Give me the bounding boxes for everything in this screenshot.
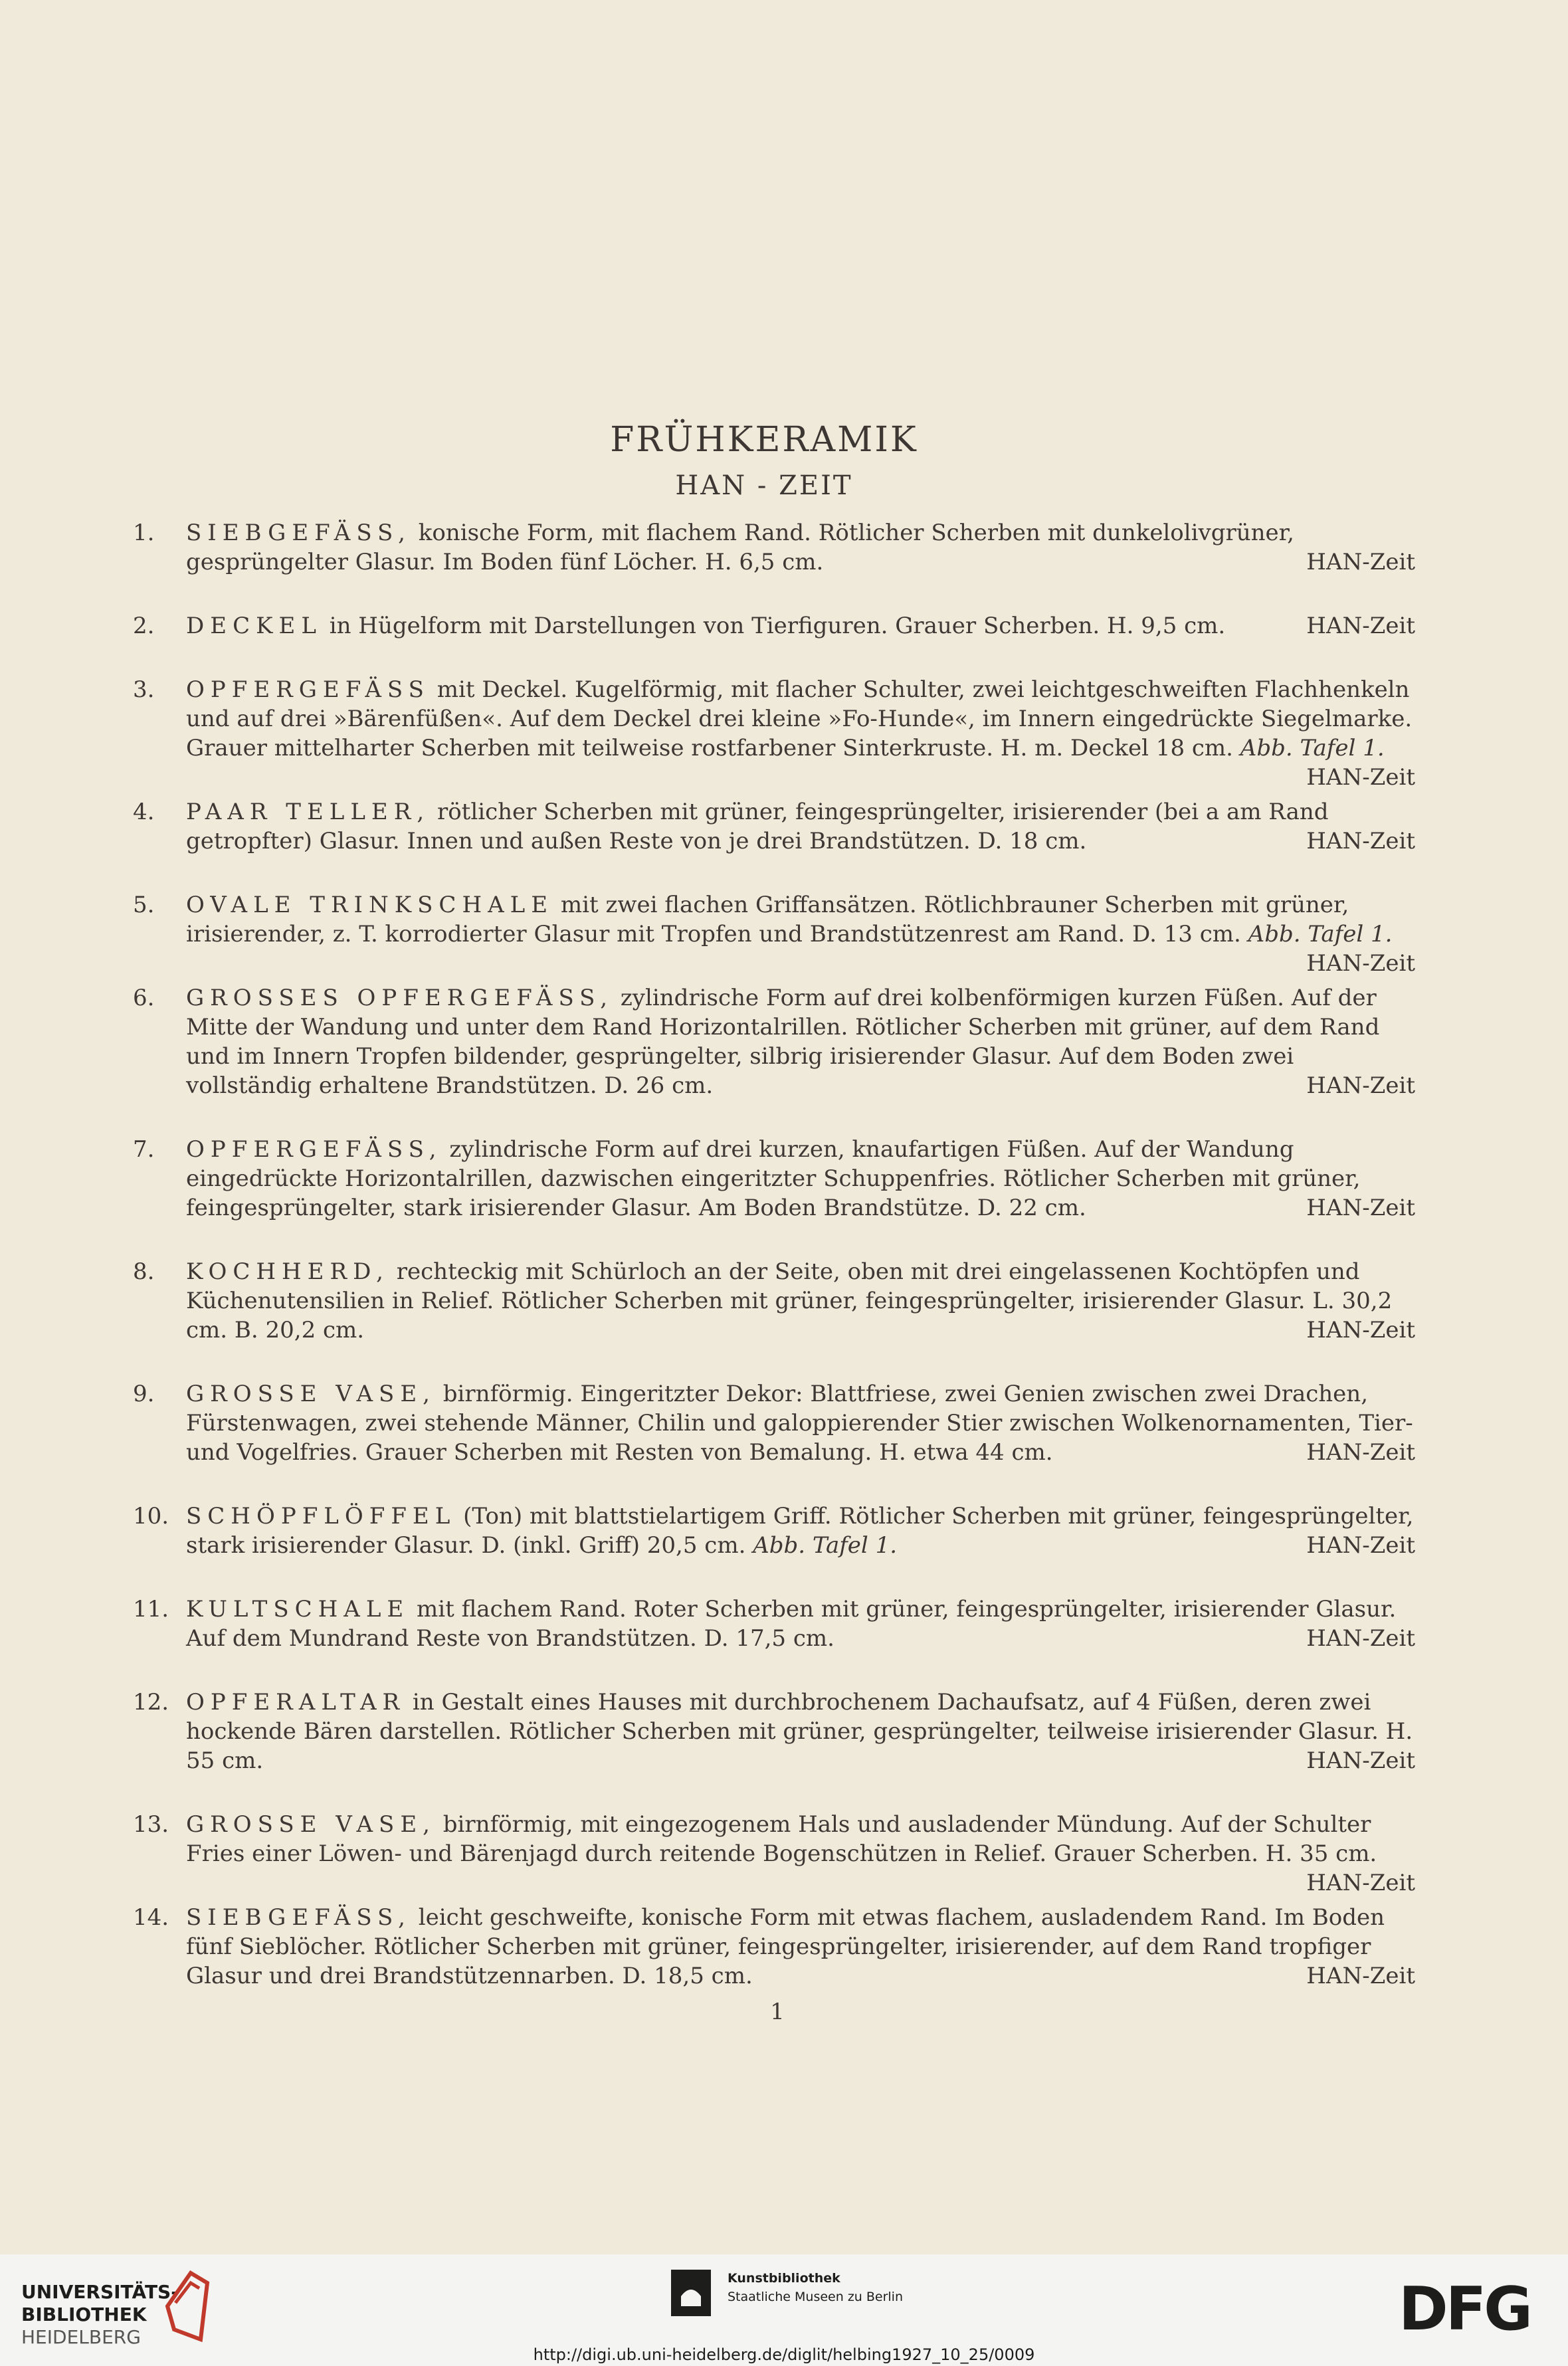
ub-heidelberg-logo-icon: [161, 2266, 214, 2346]
entry-number: 5.: [133, 892, 155, 918]
entry-number: 10.: [133, 1503, 169, 1529]
dfg-logo: DFG: [1399, 2274, 1531, 2344]
entry-description: konische Form, mit flachem Rand. Rötlicher Scherben mit dunkelolivgrüner, gesprüngelter Glasur. Im Boden fünf Löcher. H. 6,5 cm.: [186, 520, 1294, 575]
catalog-entry: [133, 1502, 1415, 1560]
entry-period: HAN-Zeit: [1306, 764, 1415, 791]
entry-description: mit Deckel. Kugelförmig, mit flacher Schulter, zwei leichtgeschweiften Flachhenkeln und auf drei »Bärenfüßen«. Auf dem Deckel drei kleine »Fo-Hunde«, im Innern eingedrückte Siegelmarke. Grauer mittelharter Scherben mit teilweise rostfarbener Sinterkruste. H. m. Deckel 18 cm.: [186, 676, 1413, 761]
catalog-entry: [133, 611, 1415, 641]
catalog-entries: [133, 518, 1415, 2025]
entry-heading: SIEBGEFÄSS,: [186, 520, 411, 546]
entry-description: in Gestalt eines Hauses mit durchbrochenem Dachaufsatz, auf 4 Füßen, deren zwei hockende Bären darstellen. Rötlicher Scherben mit grüner, gesprüngelter, teilweise irisierender Glasur. H. 55 cm.: [186, 1689, 1413, 1774]
page-subtitle: HAN - ZEIT: [675, 470, 853, 501]
entry-description: rechteckig mit Schürloch an der Seite, oben mit drei eingelassenen Kochtöpfen und Küchenutensilien in Relief. Rötlicher Scherben mit grüner, feingesprüngelter, irisierender Glasur. L. 30,2 cm. B. 20,2 cm.: [186, 1258, 1393, 1343]
catalog-entry: [133, 890, 1415, 977]
entry-description: birnförmig, mit eingezogenem Hals und ausladender Mündung. Auf der Schulter Fries einer Löwen- und Bärenjagd durch reitende Bogenschützen in Relief. Grauer Scherben. H. 35 cm.: [186, 1811, 1377, 1867]
entry-number: 3.: [133, 676, 155, 703]
entry-number: 12.: [133, 1689, 169, 1716]
document-url[interactable]: http://digi.ub.uni-heidelberg.de/diglit/helbing1927_10_25/0009: [533, 2345, 1035, 2364]
entry-period: HAN-Zeit: [1306, 1625, 1415, 1652]
entry-number: 2.: [133, 613, 155, 639]
entry-heading: OPFERGEFÄSS,: [186, 1136, 442, 1163]
entry-description: birnförmig. Eingeritzter Dekor: Blattfriese, zwei Genien zwischen zwei Drachen, Fürstenwagen, zwei stehende Männer, Chilin und galoppierender Stier zwischen Wolkenornamenten, Tier- und Vogelfries. Grauer Scherben mit Resten von Bemalung. H. etwa 44 cm.: [186, 1381, 1413, 1466]
catalog-entry: [133, 1135, 1415, 1223]
entry-period: HAN-Zeit: [1306, 950, 1415, 977]
entry-heading: SIEBGEFÄSS,: [186, 1904, 411, 1931]
catalog-entry: [133, 1810, 1415, 1896]
entry-heading: GROSSE VASE,: [186, 1811, 436, 1838]
entry-period: HAN-Zeit: [1306, 613, 1415, 639]
entry-heading: KULTSCHALE: [186, 1596, 410, 1623]
entry-number: 13.: [133, 1811, 169, 1838]
kunstbibliothek-name: Kunstbibliothek Staatliche Museen zu Berlin: [728, 2271, 904, 2304]
entry-heading: OVALE TRINKSCHALE: [186, 892, 554, 918]
entry-period: HAN-Zeit: [1306, 1072, 1415, 1099]
plate-reference: Abb. Tafel 1.: [1248, 921, 1393, 947]
plate-reference: Abb. Tafel 1.: [753, 1532, 898, 1559]
entry-heading: GROSSE VASE,: [186, 1381, 436, 1407]
catalog-entry: [133, 1379, 1415, 1467]
entry-number: 8.: [133, 1258, 155, 1285]
entry-number: 7.: [133, 1136, 155, 1163]
entry-period: HAN-Zeit: [1306, 1317, 1415, 1343]
entry-period: HAN-Zeit: [1306, 1195, 1415, 1221]
catalog-entry: [133, 1903, 1415, 1991]
catalog-entry: [133, 983, 1415, 1100]
kunstbibliothek-logo-icon: [668, 2266, 714, 2319]
ub-heidelberg-name: UNIVERSITÄTS- BIBLIOTHEK HEIDELBERG: [21, 2281, 179, 2348]
catalog-entry: [133, 797, 1415, 856]
entry-heading: OPFERGEFÄSS: [186, 676, 430, 703]
catalog-entry: [133, 1688, 1415, 1775]
plate-reference: Abb. Tafel 1.: [1240, 735, 1385, 761]
entry-period: HAN-Zeit: [1306, 1439, 1415, 1466]
catalog-entry: [133, 518, 1415, 577]
entry-description: rötlicher Scherben mit grüner, feingesprüngelter, irisierender (bei a am Rand getropfter) Glasur. Innen und außen Reste von je drei Brandstützen. D. 18 cm.: [186, 799, 1329, 854]
entry-heading: SCHÖPFLÖFFEL: [186, 1503, 456, 1529]
entry-heading: OPFERALTAR: [186, 1689, 406, 1716]
catalog-entry: [133, 1257, 1415, 1345]
entry-number: 1.: [133, 520, 155, 546]
entry-period: HAN-Zeit: [1306, 1532, 1415, 1559]
entry-description: in Hügelform mit Darstellungen von Tierfiguren. Grauer Scherben. H. 9,5 cm.: [322, 613, 1226, 639]
entry-number: 14.: [133, 1904, 169, 1931]
entry-number: 6.: [133, 985, 155, 1011]
entry-period: HAN-Zeit: [1306, 828, 1415, 854]
entry-period: HAN-Zeit: [1306, 549, 1415, 575]
entry-description: leicht geschweifte, konische Form mit etwas flachem, ausladendem Rand. Im Boden fünf Sieblöcher. Rötlicher Scherben mit grüner, feingesprüngelter, irisierender, auf dem Rand tropfiger Glasur und drei Brandstützennarben. D. 18,5 cm.: [186, 1904, 1385, 1989]
entry-number: 4.: [133, 799, 155, 825]
entry-number: 9.: [133, 1381, 155, 1407]
entry-period: HAN-Zeit: [1306, 1747, 1415, 1774]
catalog-entry: [133, 675, 1415, 791]
entry-heading: DECKEL: [186, 613, 322, 639]
entry-period: HAN-Zeit: [1306, 1963, 1415, 1989]
page-title: FRÜHKERAMIK: [610, 420, 918, 460]
entry-description: mit zwei flachen Griffansätzen. Rötlichbrauner Scherben mit grüner, irisierender, z. T. korrodierter Glasur mit Tropfen und Brandstützenrest am Rand. D. 13 cm.: [186, 892, 1349, 947]
entry-description: mit flachem Rand. Roter Scherben mit grüner, feingesprüngelter, irisierender Glasur. Auf dem Mundrand Reste von Brandstützen. D. 17,5 cm.: [186, 1596, 1397, 1652]
entry-heading: KOCHHERD,: [186, 1258, 389, 1285]
entry-heading: PAAR TELLER,: [186, 799, 431, 825]
entry-heading: GROSSES OPFERGEFÄSS,: [186, 985, 614, 1011]
catalog-entry: [133, 1595, 1415, 1653]
entry-description: (Ton) mit blattstielartigem Griff. Rötlicher Scherben mit grüner, feingesprüngelter, stark irisierender Glasur. D. (inkl. Griff) 20,5 cm.: [186, 1503, 1414, 1559]
page-number: 1: [770, 1999, 785, 2025]
entry-period: HAN-Zeit: [1306, 1870, 1415, 1896]
entry-description: zylindrische Form auf drei kolbenförmigen kurzen Füßen. Auf der Mitte der Wandung und unter dem Rand Horizontalrillen. Rötlicher Scherben mit grüner, auf dem Rand und im Innern Tropfen bildender, gesprüngelter, silbrig irisierender Glasur. Auf dem Boden zwei vollständig erhaltene Brandstützen. D. 26 cm.: [186, 985, 1380, 1099]
entry-description: zylindrische Form auf drei kurzen, knaufartigen Füßen. Auf der Wandung eingedrückte Horizontalrillen, dazwischen eingeritzter Schuppenfries. Rötlicher Scherben mit grüner, feingesprüngelter, stark irisierender Glasur. Am Boden Brandstütze. D. 22 cm.: [186, 1136, 1361, 1221]
entry-number: 11.: [133, 1596, 169, 1623]
